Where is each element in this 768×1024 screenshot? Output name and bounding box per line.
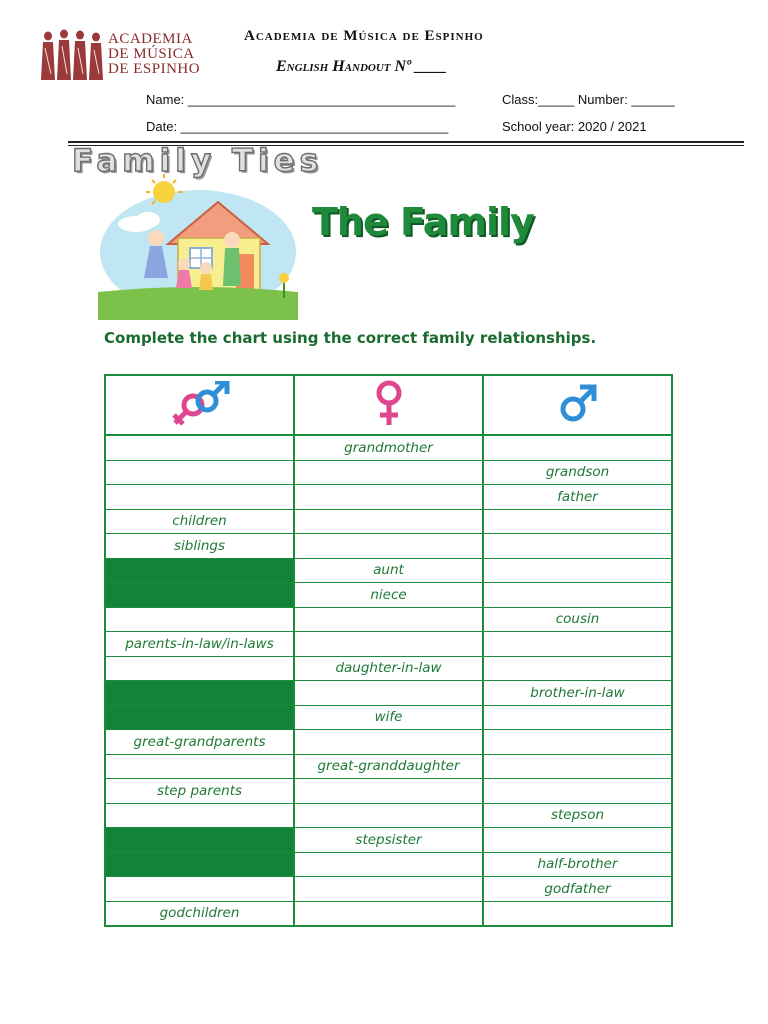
topic-title: Family Ties	[72, 143, 324, 179]
family-house-illustration	[98, 174, 298, 320]
neutral-cell-shaded	[105, 705, 294, 730]
female-cell[interactable]	[294, 803, 483, 828]
male-cell: godfather	[483, 877, 672, 902]
female-cell[interactable]	[294, 607, 483, 632]
table-row	[105, 779, 672, 804]
female-cell[interactable]	[294, 509, 483, 534]
female-cell: stepsister	[294, 828, 483, 853]
male-cell: grandson	[483, 460, 672, 485]
female-column-header	[294, 375, 483, 435]
neutral-cell[interactable]	[105, 877, 294, 902]
male-cell: brother-in-law	[483, 681, 672, 706]
male-cell[interactable]	[483, 558, 672, 583]
table-row	[105, 828, 672, 853]
neutral-cell[interactable]	[105, 803, 294, 828]
table-row	[105, 803, 672, 828]
table-row	[105, 583, 672, 608]
female-cell[interactable]	[294, 460, 483, 485]
female-cell[interactable]	[294, 534, 483, 559]
table-row	[105, 485, 672, 510]
table-row	[105, 607, 672, 632]
male-cell[interactable]	[483, 509, 672, 534]
instruction-text: Complete the chart using the correct family relationships.	[104, 329, 597, 347]
table-row	[105, 754, 672, 779]
logo-line: DE ESPINHO	[108, 61, 201, 77]
male-cell[interactable]	[483, 534, 672, 559]
neutral-cell-shaded	[105, 558, 294, 583]
table-row	[105, 534, 672, 559]
neutral-cell[interactable]	[105, 656, 294, 681]
school-year: School year: 2020 / 2021	[502, 119, 647, 134]
female-cell: aunt	[294, 558, 483, 583]
male-symbol-icon	[558, 382, 598, 424]
female-cell[interactable]	[294, 632, 483, 657]
neutral-column-header	[105, 375, 294, 435]
female-cell[interactable]	[294, 877, 483, 902]
male-cell[interactable]	[483, 730, 672, 755]
table-row	[105, 730, 672, 755]
male-cell: stepson	[483, 803, 672, 828]
class-number-field[interactable]: Class:_____ Number: ______	[502, 92, 675, 107]
neutral-cell: great-grandparents	[105, 730, 294, 755]
table-row	[105, 435, 672, 460]
neutral-cell: siblings	[105, 534, 294, 559]
male-cell[interactable]	[483, 779, 672, 804]
female-cell: grandmother	[294, 435, 483, 460]
neutral-cell: step parents	[105, 779, 294, 804]
male-cell[interactable]	[483, 828, 672, 853]
male-cell[interactable]	[483, 656, 672, 681]
name-field[interactable]: Name: _____________________________________	[146, 92, 456, 107]
male-column-header	[483, 375, 672, 435]
musicians-logo-icon	[38, 28, 106, 84]
male-cell[interactable]	[483, 754, 672, 779]
female-cell: wife	[294, 705, 483, 730]
male-cell[interactable]	[483, 435, 672, 460]
logo-line: DE MÚSICA	[108, 46, 195, 62]
male-cell[interactable]	[483, 632, 672, 657]
neutral-cell-shaded	[105, 828, 294, 853]
neutral-cell[interactable]	[105, 460, 294, 485]
neutral-cell[interactable]	[105, 485, 294, 510]
school-logo	[36, 28, 206, 88]
male-female-symbol-icon	[169, 381, 231, 425]
female-cell: niece	[294, 583, 483, 608]
male-cell: half-brother	[483, 852, 672, 877]
neutral-cell[interactable]	[105, 607, 294, 632]
female-cell[interactable]	[294, 485, 483, 510]
male-cell[interactable]	[483, 901, 672, 926]
neutral-cell: children	[105, 509, 294, 534]
female-cell: daughter-in-law	[294, 656, 483, 681]
table-row	[105, 681, 672, 706]
table-row	[105, 901, 672, 926]
neutral-cell-shaded	[105, 852, 294, 877]
neutral-cell[interactable]	[105, 435, 294, 460]
table-row	[105, 632, 672, 657]
family-relationships-chart	[104, 374, 673, 927]
neutral-cell: godchildren	[105, 901, 294, 926]
table-row	[105, 705, 672, 730]
female-cell[interactable]	[294, 681, 483, 706]
female-symbol-icon	[372, 379, 406, 427]
table-row	[105, 509, 672, 534]
male-cell: cousin	[483, 607, 672, 632]
female-cell: great-granddaughter	[294, 754, 483, 779]
logo-wordmark	[108, 32, 200, 77]
female-cell[interactable]	[294, 852, 483, 877]
neutral-cell: parents-in-law/in-laws	[105, 632, 294, 657]
neutral-cell[interactable]	[105, 754, 294, 779]
handout-title: English Handout Nº ____	[276, 58, 447, 75]
female-cell[interactable]	[294, 779, 483, 804]
female-cell[interactable]	[294, 730, 483, 755]
table-row	[105, 460, 672, 485]
male-cell[interactable]	[483, 705, 672, 730]
female-cell[interactable]	[294, 901, 483, 926]
male-cell[interactable]	[483, 583, 672, 608]
neutral-cell-shaded	[105, 681, 294, 706]
school-name: Academia de Música de Espinho	[244, 28, 484, 44]
male-cell: father	[483, 485, 672, 510]
table-row	[105, 852, 672, 877]
logo-line: ACADEMIA	[108, 31, 193, 47]
table-row	[105, 656, 672, 681]
table-row	[105, 877, 672, 902]
neutral-cell-shaded	[105, 583, 294, 608]
date-field[interactable]: Date: _____________________________________	[146, 119, 449, 134]
chart-header-row	[105, 375, 672, 435]
page-heading: The Family	[312, 200, 534, 244]
table-row	[105, 558, 672, 583]
